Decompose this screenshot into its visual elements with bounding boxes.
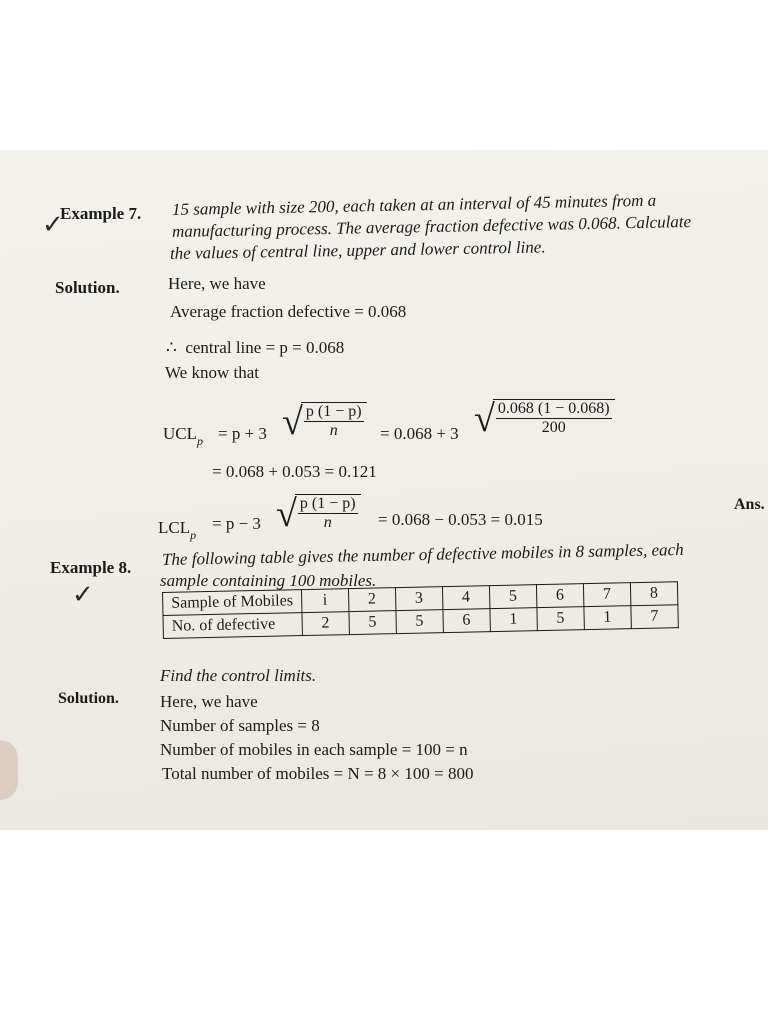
solution7-label: Solution. — [55, 278, 120, 297]
lcl-radical: √ $\frac{p (1 - p)}{n}$ — [276, 494, 361, 534]
ucl-rhs: = p + 3 — [218, 424, 267, 443]
table-cell: 7 — [631, 605, 678, 629]
number-of-samples: Number of samples = 8 — [160, 716, 320, 735]
table-cell: 2 — [348, 588, 395, 612]
mobiles-per-sample: Number of mobiles in each sample = 100 = n — [160, 740, 468, 759]
table-cell: 2 — [302, 612, 349, 636]
solution8-label: Solution. — [58, 690, 119, 707]
example8-line1: The following table gives the number of defective mobiles in 8 samples, each — [161, 539, 684, 569]
table-header-cell: Sample of Mobiles — [163, 590, 302, 616]
ucl-label: $UCL_p$ — [163, 424, 203, 448]
solution7-here: Here, we have — [168, 274, 266, 293]
table-cell: 3 — [395, 587, 442, 611]
table-cell: 5 — [349, 611, 396, 635]
we-know-that: We know that — [165, 363, 259, 382]
lcl-label: $LCL_p$ — [158, 518, 197, 542]
table-cell: 5 — [537, 607, 584, 631]
table-cell: 6 — [443, 609, 490, 633]
avg-fraction-defective: Average fraction defective = 0.068 — [170, 302, 407, 321]
example8-line2: sample containing 100 mobiles. — [160, 571, 377, 590]
example8-label: Example 8. — [50, 558, 132, 577]
example7-line3: the values of central line, upper and lower control line. — [169, 237, 546, 263]
lcl-rhs: = p − 3 — [212, 514, 261, 533]
defective-mobiles-table — [162, 581, 679, 639]
solution8-here: Here, we have — [160, 692, 258, 711]
table-cell: 1 — [490, 608, 537, 632]
checkmark-icon: ✓ — [42, 210, 64, 239]
ucl-radical: √ $\frac{p (1 - p)}{n}$ — [282, 402, 367, 442]
table-cell: 7 — [583, 583, 630, 607]
ucl-sub-eq: = 0.068 + 3 — [380, 424, 459, 443]
table-cell: 6 — [536, 584, 583, 608]
table-cell: 5 — [396, 610, 443, 634]
central-line-eq: ∴ central line = p = 0.068 — [166, 338, 345, 357]
find-control-limits: Find the control limits. — [160, 666, 317, 685]
lcl-result: = 0.068 − 0.053 = 0.015 — [378, 510, 543, 529]
table-cell: 1 — [584, 606, 631, 630]
example7-line2: manufacturing process. The average fraction defective was 0.068. Calculate — [171, 212, 692, 241]
checkmark-icon: ✓ — [72, 580, 94, 609]
table-cell: 8 — [630, 582, 677, 606]
total-mobiles: Total number of mobiles = N = 8 × 100 = 800 — [162, 764, 474, 783]
table-cell: 4 — [442, 586, 489, 610]
table-cell: 5 — [489, 585, 536, 609]
ucl-numeric-radical: √ $\frac{0.068 (1 - 0.068)}{200}$ — [474, 399, 615, 439]
ucl-result: = 0.068 + 0.053 = 0.121 — [212, 462, 377, 481]
table-cell: i — [301, 589, 348, 613]
example7-label: Example 7. — [60, 204, 142, 223]
textbook-page — [0, 150, 768, 830]
table-header-cell: No. of defective — [163, 613, 302, 639]
ans-label: Ans. — [734, 496, 765, 513]
example7-line1: 15 sample with size 200, each taken at an interval of 45 minutes from a — [171, 190, 657, 219]
